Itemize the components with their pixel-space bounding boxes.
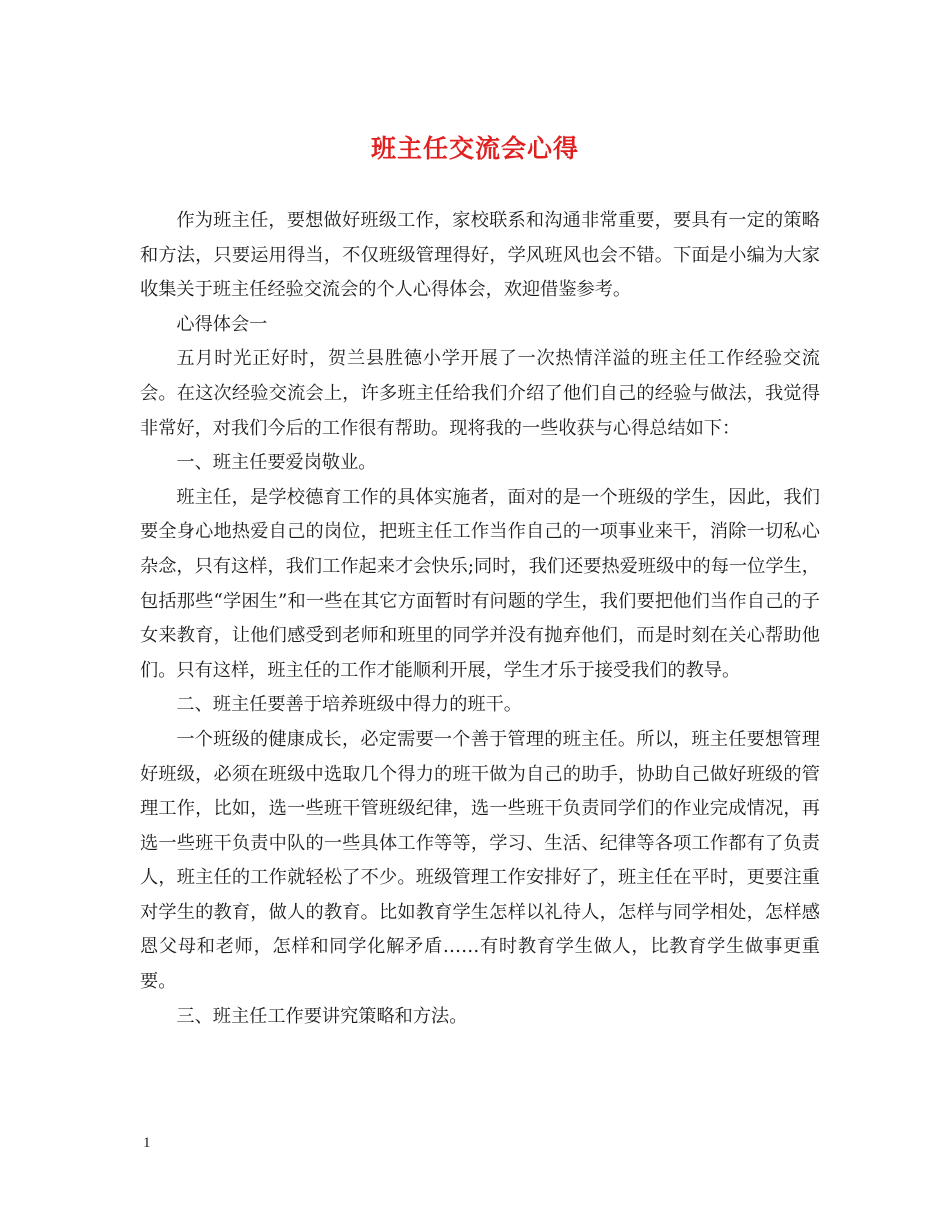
section-heading: 心得体会一: [176, 313, 268, 335]
point-heading: 一、班主任要爱岗敬业。: [176, 452, 377, 474]
paragraph: 五月时光正好时，贺兰县胜德小学开展了一次热情洋溢的班主任工作经验交流会。在这次经验交流会上，许多班主任给我们介绍了他们自己的经验与做法，我觉得非常好，对我们今后的工作很有帮助。现将我的一些收获与心得总结如下：: [140, 348, 820, 439]
document-title: 班主任交流会心得: [370, 134, 579, 163]
point-heading: 二、班主任要善于培养班级中得力的班干。: [176, 694, 522, 716]
page-number: 1: [143, 1135, 151, 1151]
point-heading: 三、班主任工作要讲究策略和方法。: [176, 1005, 468, 1027]
paragraph-intro: 作为班主任，要想做好班级工作，家校联系和沟通非常重要，要具有一定的策略和方法，只要运用得当，不仅班级管理得好，学风班风也会不错。下面是小编为大家收集关于班主任经验交流会的个人心得体会，欢迎借鉴参考。: [140, 210, 820, 301]
document-body: [140, 204, 820, 1034]
paragraph: 班主任，是学校德育工作的具体实施者，面对的是一个班级的学生，因此，我们要全身心地热爱自己的岗位，把班主任工作当作自己的一项事业来干，消除一切私心杂念，只有这样，我们工作起来才会快乐;同时，我们还要热爱班级中的每一位学生，包括那些“学困生”和一些在其它方面暂时有问题的学生，我们要把他们当作自己的子女来教育，让他们感受到老师和班里的同学并没有抛弃他们，而是时刻在关心帮助他们。只有这样，班主任的工作才能顺利开展，学生才乐于接受我们的教导。: [140, 486, 820, 681]
paragraph: 一个班级的健康成长，必定需要一个善于管理的班主任。所以，班主任要想管理好班级，必须在班级中选取几个得力的班干做为自己的助手，协助自己做好班级的管理工作，比如，选一些班干管班级纪律，选一些班干负责同学们的作业完成情况，再选一些班干负责中队的一些具体工作等等，学习、生活、纪律等各项工作都有了负责人，班主任的工作就轻松了不少。班级管理工作安排好了，班主任在平时，更要注重对学生的教育，做人的教育。比如教育学生怎样以礼待人，怎样与同学相处，怎样感恩父母和老师，怎样和同学化解矛盾……有时教育学生做人，比教育学生做事更重要。: [140, 728, 820, 993]
